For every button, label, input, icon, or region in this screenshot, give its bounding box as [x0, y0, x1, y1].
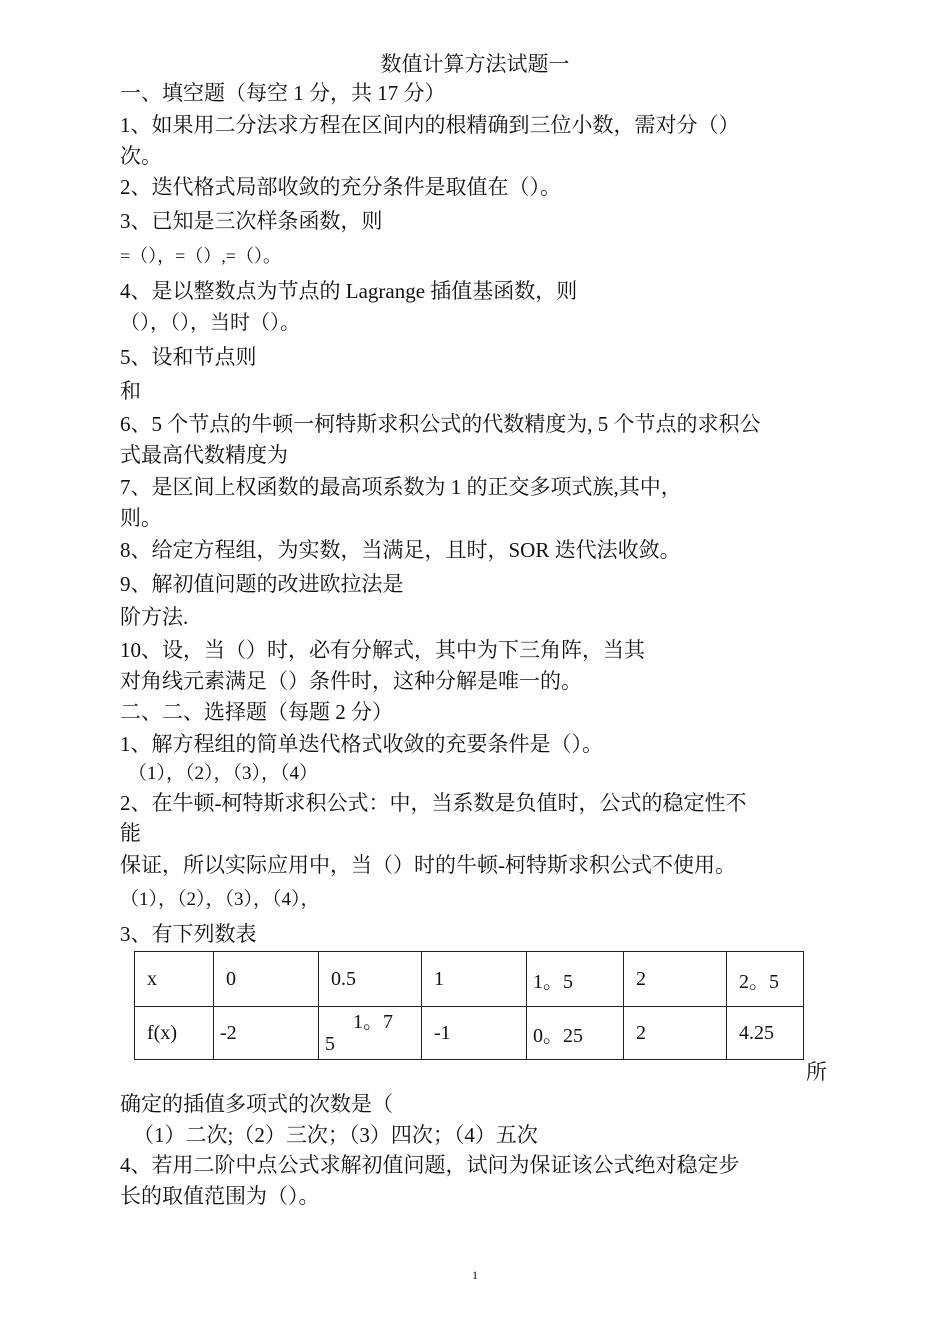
table-cell: -2 [214, 1007, 319, 1060]
answer-options: （1），（2），（3），（4） [128, 763, 319, 784]
question-text: 10、设，当（）时，必有分解式，其中为下三角阵，当其 [120, 638, 645, 662]
question-text: 2、在牛顿-柯特斯求积公式：中，当系数是负值时，公式的稳定性不 [120, 791, 747, 815]
question-text: 6、5 个节点的牛顿一柯特斯求积公式的代数精度为, 5 个节点的求积公 [120, 412, 761, 436]
page-number: 1 [472, 1268, 478, 1282]
question-text: 和 [120, 379, 141, 403]
table-cell: 0 [214, 952, 319, 1007]
section-2-heading: 二、二、选择题（每题 2 分） [120, 700, 393, 724]
table-cell [319, 1007, 422, 1060]
question-text: 4、是以整数点为节点的 Lagrange 插值基函数，则 [120, 279, 578, 303]
table-row-x [135, 952, 804, 1007]
table-cell: 4.25 [727, 1007, 804, 1060]
table-cell: 2。5 [727, 952, 804, 1007]
table-cell: 0。25 [527, 1007, 624, 1060]
section-1-heading: 一、填空题（每空 1 分，共 17 分） [120, 81, 446, 105]
table-cell: -1 [422, 1007, 527, 1060]
question-text: 式最高代数精度为 [120, 443, 288, 467]
question-text: 7、是区间上权函数的最高项系数为 1 的正交多项式族,其中， [120, 475, 682, 499]
question-text: 2、迭代格式局部收敛的充分条件是取值在（）。 [120, 175, 561, 199]
question-text: 保证，所以实际应用中，当（）时的牛顿-柯特斯求积公式不使用。 [120, 853, 736, 877]
question-text: 确定的插值多项式的次数是（ [120, 1092, 393, 1116]
question-text: 5、设和节点则 [120, 345, 257, 369]
question-text: =（），=（）,=（）。 [120, 246, 281, 266]
table-cell: x [135, 952, 214, 1007]
table-cell: 0.5 [319, 952, 422, 1007]
answer-options: （1）二次;（2）三次；（3）四次；（4）五次 [133, 1123, 538, 1147]
question-text: 1、解方程组的简单迭代格式收敛的充要条件是（）。 [120, 732, 603, 756]
table-cell: 2 [624, 952, 727, 1007]
question-text: 能 [120, 821, 141, 845]
question-text: 对角线元素满足（）条件时，这种分解是唯一的。 [120, 669, 582, 693]
table-cell-line: 5 [325, 1032, 335, 1055]
question-text: 3、有下列数表 [120, 922, 257, 946]
question-text: （），（），当时（）。 [120, 312, 300, 334]
question-text: 所 [806, 1060, 827, 1084]
question-text: 次。 [120, 144, 162, 168]
table-cell-line: 1。7 [353, 1010, 393, 1033]
question-text: 3、已知是三次样条函数，则 [120, 209, 383, 233]
table-cell: 1。5 [527, 952, 624, 1007]
question-text: 1、如果用二分法求方程在区间内的根精确到三位小数，需对分（） [120, 113, 740, 137]
question-text: 4、若用二阶中点公式求解初值问题，试问为保证该公式绝对稳定步 [120, 1153, 740, 1177]
table-cell: 2 [624, 1007, 727, 1060]
question-text: 9、解初值问题的改进欧拉法是 [120, 572, 404, 596]
answer-options: （1），（2），（3），（4）， [120, 889, 320, 910]
question-text: 则。 [120, 506, 162, 530]
data-table [134, 951, 804, 1060]
question-text: 阶方法. [120, 605, 189, 629]
page-title: 数值计算方法试题一 [380, 52, 570, 76]
question-text: 长的取值范围为（）。 [120, 1184, 320, 1208]
question-text: 8、给定方程组，为实数，当满足，且时，SOR 迭代法收敛。 [120, 538, 681, 562]
table-cell: 1 [422, 952, 527, 1007]
table-cell: f(x) [135, 1007, 214, 1060]
table-row-fx [135, 1007, 804, 1060]
